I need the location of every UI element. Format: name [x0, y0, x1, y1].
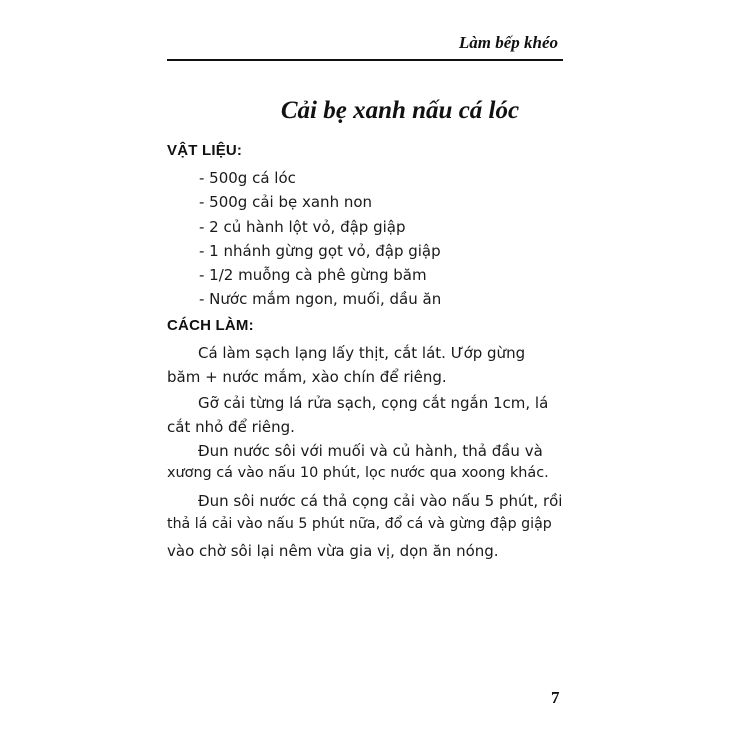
ingredient-item: - Nước mắm ngon, muối, dầu ăn [199, 290, 442, 308]
ingredient-item: - 1 nhánh gừng gọt vỏ, đập giập [199, 242, 441, 260]
ingredient-item: - 500g cá lóc [199, 169, 296, 187]
ingredient-item: - 1/2 muỗng cà phê gừng băm [199, 266, 427, 284]
method-line: băm + nước mắm, xào chín để riêng. [167, 368, 447, 386]
page-number: 7 [551, 688, 560, 707]
recipe-title-text: Cải bẹ xanh nấu cá lóc [280, 97, 520, 124]
recipe-title [0, 97, 750, 125]
ingredient-item: - 2 củ hành lột vỏ, đập giập [199, 218, 406, 236]
method-line: Gỡ cải từng lá rửa sạch, cọng cắt ngắn 1cm, lá [198, 394, 549, 412]
method-line: Đun sôi nước cá thả cọng cải vào nấu 5 phút, rồi [198, 492, 563, 510]
ingredients-heading: VẬT LIỆU: [167, 142, 243, 159]
ingredient-item: - 500g cải bẹ xanh non [199, 193, 373, 211]
running-header: Làm bếp khéo [458, 33, 558, 52]
header-rule [167, 59, 563, 61]
method-line: Cá làm sạch lạng lấy thịt, cắt lát. Ướp gừng [198, 344, 526, 362]
method-heading: CÁCH LÀM: [167, 317, 254, 334]
method-line: cắt nhỏ để riêng. [167, 418, 295, 436]
method-line: vào chờ sôi lại nêm vừa gia vị, dọn ăn nóng. [167, 542, 499, 560]
method-line: xương cá vào nấu 10 phút, lọc nước qua xoong khác. [167, 465, 549, 481]
method-line: Đun nước sôi với muối và củ hành, thả đầu và [198, 442, 543, 460]
method-line: thả lá cải vào nấu 5 phút nữa, đổ cá và gừng đập giập [167, 516, 552, 532]
